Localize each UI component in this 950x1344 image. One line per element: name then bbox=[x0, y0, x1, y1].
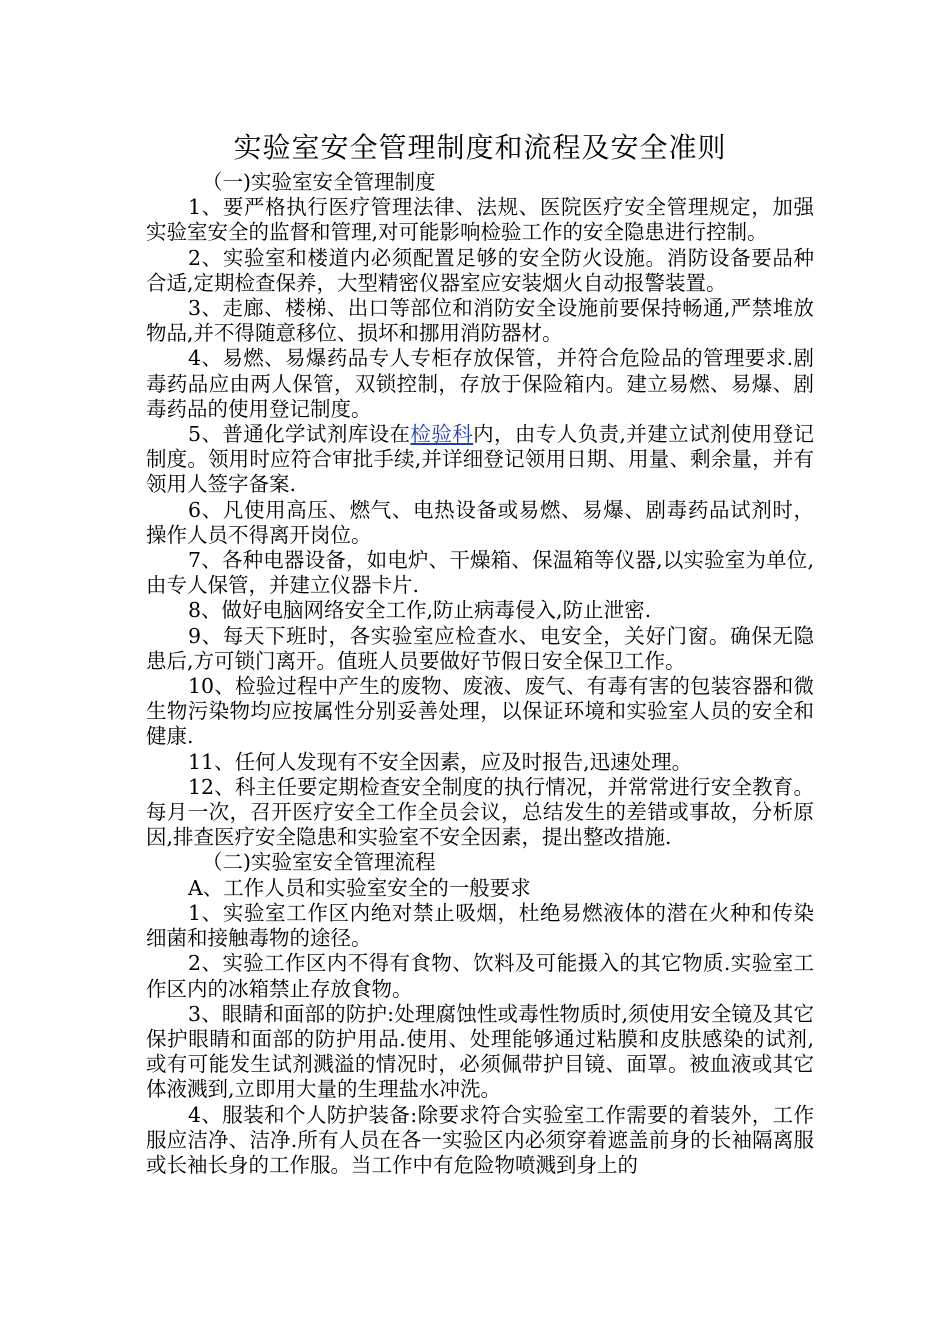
rule-item-6: 6、凡使用高压、燃气、电热设备或易燃、易爆、剧毒药品试剂时，操作人员不得离开岗位。 bbox=[146, 497, 814, 547]
process-item-4: 4、服装和个人防护装备:除要求符合实验室工作需要的着装外，工作服应洁净、洁净.所有人员在各一实验区内必须穿着遮盖前身的长袖隔离服或长袖长身的工作服。当工作中有危险物喷溅到身上的 bbox=[146, 1102, 814, 1177]
lab-department-link[interactable]: 检验科 bbox=[410, 422, 474, 447]
section-heading-1: （一)实验室安全管理制度 bbox=[202, 170, 436, 194]
rule-item-2: 2、实验室和楼道内必须配置足够的安全防火设施。消防设备要品种合适,定期检查保养，大型精密仪器室应安装烟火自动报警装置。 bbox=[146, 245, 814, 295]
rule-item-9: 9、每天下班时，各实验室应检查水、电安全，关好门窗。确保无隐患后,方可锁门离开。值班人员要做好节假日安全保卫工作。 bbox=[146, 623, 814, 673]
rule-item-5 bbox=[146, 422, 814, 498]
document-title: 实验室安全管理制度和流程及安全准则 bbox=[233, 131, 727, 164]
rule-item-7: 7、各种电器设备，如电炉、干燥箱、保温箱等仪器,以实验室为单位,由专人保管，并建立仪器卡片. bbox=[146, 548, 814, 598]
section-2-subheading: A、工作人员和实验室安全的一般要求 bbox=[188, 875, 531, 900]
rule-item-8: 8、做好电脑网络安全工作,防止病毒侵入,防止泄密. bbox=[188, 598, 652, 623]
process-item-3: 3、眼睛和面部的防护:处理腐蚀性或毒性物质时,须使用安全镜及其它保护眼睛和面部的防护用品.使用、处理能够通过粘膜和皮肤感染的试剂,或有可能发生试剂溅溢的情况时，必须佩带护目镜、面罩。被血液或其它体液溅到,立即用大量的生理盐水冲洗。 bbox=[146, 1001, 814, 1102]
process-item-2: 2、实验工作区内不得有食物、饮料及可能摄入的其它物质.实验室工作区内的冰箱禁止存放食物。 bbox=[146, 951, 814, 1001]
rule-item-5-after: 内，由专人负责,并建立试剂使用登记制度。领用时应符合审批手续,并详细登记领用日期、用量、剩余量，并有领用人签字备案. bbox=[146, 422, 815, 497]
rule-item-5-before: 5、普通化学试剂库设在 bbox=[188, 422, 411, 447]
rule-item-4: 4、易燃、易爆药品专人专柜存放保管，并符合危险品的管理要求.剧毒药品应由两人保管，双锁控制，存放于保险箱内。建立易燃、易爆、剧毒药品的使用登记制度。 bbox=[146, 346, 814, 421]
section-heading-2: （二)实验室安全管理流程 bbox=[202, 850, 436, 875]
section-1-list bbox=[146, 195, 814, 850]
rule-item-11: 11、任何人发现有不安全因素，应及时报告,迅速处理。 bbox=[188, 749, 693, 774]
rule-item-10: 10、检验过程中产生的废物、废液、废气、有毒有害的包装容器和微生物污染物均应按属性分别妥善处理，以保证环境和实验室人员的安全和健康. bbox=[146, 674, 814, 749]
process-item-1: 1、实验室工作区内绝对禁止吸烟，杜绝易燃液体的潜在火种和传染细菌和接触毒物的途径。 bbox=[146, 900, 814, 951]
section-2-list bbox=[146, 901, 814, 1178]
rule-item-3: 3、走廊、楼梯、出口等部位和消防安全设施前要保持畅通,严禁堆放物品,并不得随意移位、损坏和挪用消防器材。 bbox=[146, 296, 814, 346]
document-page bbox=[146, 128, 814, 1178]
rule-item-12: 12、科主任要定期检查安全制度的执行情况，并常常进行安全教育。每月一次，召开医疗安全工作全员会议，总结发生的差错或事故，分析原因,排查医疗安全隐患和实验室不安全因素，提出整改措施. bbox=[146, 774, 814, 850]
rule-item-1: 1、要严格执行医疗管理法律、法规、医院医疗安全管理规定，加强实验室安全的监督和管理,对可能影响检验工作的安全隐患进行控制。 bbox=[146, 195, 814, 245]
